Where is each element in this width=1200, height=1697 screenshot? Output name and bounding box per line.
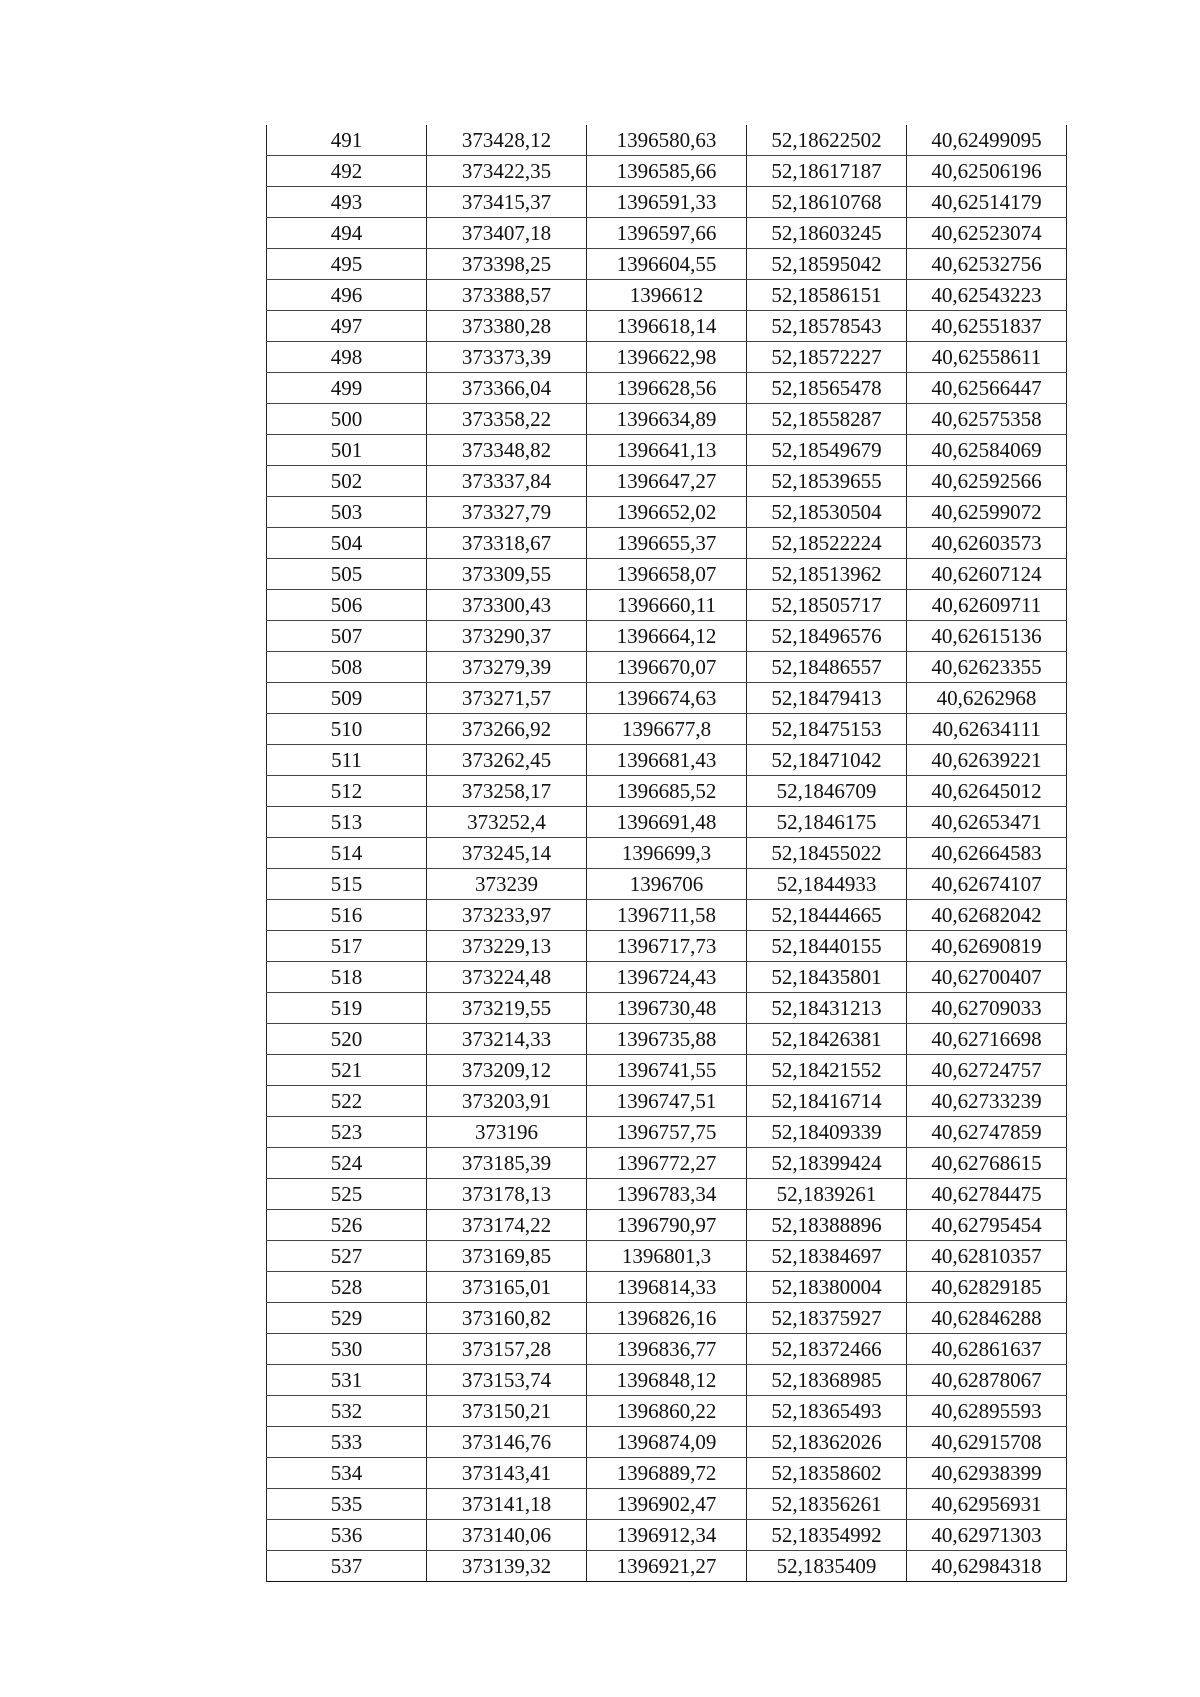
x-coordinate-cell: 373252,4	[427, 807, 587, 838]
point-number-cell: 522	[267, 1086, 427, 1117]
longitude-cell: 40,62523074	[907, 218, 1067, 249]
x-coordinate-cell: 373239	[427, 869, 587, 900]
latitude-cell: 52,1846709	[747, 776, 907, 807]
latitude-cell: 52,18416714	[747, 1086, 907, 1117]
x-coordinate-cell: 373233,97	[427, 900, 587, 931]
latitude-cell: 52,18380004	[747, 1272, 907, 1303]
point-number-cell: 501	[267, 435, 427, 466]
point-number-cell: 518	[267, 962, 427, 993]
point-number-cell: 535	[267, 1489, 427, 1520]
x-coordinate-cell: 373174,22	[427, 1210, 587, 1241]
latitude-cell: 52,18479413	[747, 683, 907, 714]
table-row	[267, 435, 1067, 466]
longitude-cell: 40,62724757	[907, 1055, 1067, 1086]
y-coordinate-cell: 1396921,27	[587, 1551, 747, 1582]
x-coordinate-cell: 373258,17	[427, 776, 587, 807]
table-row	[267, 1179, 1067, 1210]
x-coordinate-cell: 373309,55	[427, 559, 587, 590]
point-number-cell: 537	[267, 1551, 427, 1582]
table-row	[267, 559, 1067, 590]
y-coordinate-cell: 1396836,77	[587, 1334, 747, 1365]
table-row	[267, 1055, 1067, 1086]
y-coordinate-cell: 1396757,75	[587, 1117, 747, 1148]
latitude-cell: 52,18455022	[747, 838, 907, 869]
longitude-cell: 40,62558611	[907, 342, 1067, 373]
latitude-cell: 52,18444665	[747, 900, 907, 931]
y-coordinate-cell: 1396772,27	[587, 1148, 747, 1179]
x-coordinate-cell: 373196	[427, 1117, 587, 1148]
table-row	[267, 528, 1067, 559]
y-coordinate-cell: 1396860,22	[587, 1396, 747, 1427]
x-coordinate-cell: 373214,33	[427, 1024, 587, 1055]
y-coordinate-cell: 1396711,58	[587, 900, 747, 931]
y-coordinate-cell: 1396658,07	[587, 559, 747, 590]
point-number-cell: 512	[267, 776, 427, 807]
x-coordinate-cell: 373262,45	[427, 745, 587, 776]
point-number-cell: 496	[267, 280, 427, 311]
latitude-cell: 52,18384697	[747, 1241, 907, 1272]
y-coordinate-cell: 1396724,43	[587, 962, 747, 993]
y-coordinate-cell: 1396848,12	[587, 1365, 747, 1396]
x-coordinate-cell: 373415,37	[427, 187, 587, 218]
table-row	[267, 621, 1067, 652]
x-coordinate-cell: 373140,06	[427, 1520, 587, 1551]
y-coordinate-cell: 1396699,3	[587, 838, 747, 869]
x-coordinate-cell: 373271,57	[427, 683, 587, 714]
table-row	[267, 1272, 1067, 1303]
point-number-cell: 519	[267, 993, 427, 1024]
table-row	[267, 342, 1067, 373]
x-coordinate-cell: 373358,22	[427, 404, 587, 435]
latitude-cell: 52,18486557	[747, 652, 907, 683]
table-row	[267, 156, 1067, 187]
table-row	[267, 1303, 1067, 1334]
y-coordinate-cell: 1396681,43	[587, 745, 747, 776]
longitude-cell: 40,62690819	[907, 931, 1067, 962]
point-number-cell: 511	[267, 745, 427, 776]
point-number-cell: 509	[267, 683, 427, 714]
x-coordinate-cell: 373373,39	[427, 342, 587, 373]
x-coordinate-cell: 373146,76	[427, 1427, 587, 1458]
longitude-cell: 40,62584069	[907, 435, 1067, 466]
y-coordinate-cell: 1396604,55	[587, 249, 747, 280]
table-row	[267, 1520, 1067, 1551]
x-coordinate-cell: 373165,01	[427, 1272, 587, 1303]
y-coordinate-cell: 1396730,48	[587, 993, 747, 1024]
latitude-cell: 52,18365493	[747, 1396, 907, 1427]
latitude-cell: 52,18595042	[747, 249, 907, 280]
latitude-cell: 52,18362026	[747, 1427, 907, 1458]
latitude-cell: 52,18440155	[747, 931, 907, 962]
x-coordinate-cell: 373178,13	[427, 1179, 587, 1210]
point-number-cell: 526	[267, 1210, 427, 1241]
latitude-cell: 52,18399424	[747, 1148, 907, 1179]
point-number-cell: 507	[267, 621, 427, 652]
latitude-cell: 52,18496576	[747, 621, 907, 652]
table-row	[267, 590, 1067, 621]
point-number-cell: 506	[267, 590, 427, 621]
latitude-cell: 52,18368985	[747, 1365, 907, 1396]
latitude-cell: 52,18388896	[747, 1210, 907, 1241]
x-coordinate-cell: 373160,82	[427, 1303, 587, 1334]
x-coordinate-cell: 373150,21	[427, 1396, 587, 1427]
y-coordinate-cell: 1396685,52	[587, 776, 747, 807]
longitude-cell: 40,62603573	[907, 528, 1067, 559]
point-number-cell: 491	[267, 125, 427, 156]
x-coordinate-cell: 373203,91	[427, 1086, 587, 1117]
y-coordinate-cell: 1396580,63	[587, 125, 747, 156]
y-coordinate-cell: 1396591,33	[587, 187, 747, 218]
longitude-cell: 40,62878067	[907, 1365, 1067, 1396]
x-coordinate-cell: 373139,32	[427, 1551, 587, 1582]
point-number-cell: 517	[267, 931, 427, 962]
longitude-cell: 40,62566447	[907, 373, 1067, 404]
x-coordinate-cell: 373366,04	[427, 373, 587, 404]
point-number-cell: 536	[267, 1520, 427, 1551]
latitude-cell: 52,18356261	[747, 1489, 907, 1520]
point-number-cell: 534	[267, 1458, 427, 1489]
x-coordinate-cell: 373219,55	[427, 993, 587, 1024]
latitude-cell: 52,18513962	[747, 559, 907, 590]
longitude-cell: 40,62861637	[907, 1334, 1067, 1365]
latitude-cell: 52,18475153	[747, 714, 907, 745]
point-number-cell: 494	[267, 218, 427, 249]
table-row	[267, 218, 1067, 249]
point-number-cell: 510	[267, 714, 427, 745]
x-coordinate-cell: 373169,85	[427, 1241, 587, 1272]
longitude-cell: 40,6262968	[907, 683, 1067, 714]
longitude-cell: 40,62532756	[907, 249, 1067, 280]
table-row	[267, 497, 1067, 528]
x-coordinate-cell: 373153,74	[427, 1365, 587, 1396]
longitude-cell: 40,62599072	[907, 497, 1067, 528]
y-coordinate-cell: 1396735,88	[587, 1024, 747, 1055]
longitude-cell: 40,62634111	[907, 714, 1067, 745]
x-coordinate-cell: 373428,12	[427, 125, 587, 156]
longitude-cell: 40,62543223	[907, 280, 1067, 311]
longitude-cell: 40,62709033	[907, 993, 1067, 1024]
point-number-cell: 495	[267, 249, 427, 280]
latitude-cell: 52,1839261	[747, 1179, 907, 1210]
x-coordinate-cell: 373337,84	[427, 466, 587, 497]
table-row	[267, 1427, 1067, 1458]
y-coordinate-cell: 1396902,47	[587, 1489, 747, 1520]
x-coordinate-cell: 373185,39	[427, 1148, 587, 1179]
longitude-cell: 40,62895593	[907, 1396, 1067, 1427]
x-coordinate-cell: 373422,35	[427, 156, 587, 187]
point-number-cell: 503	[267, 497, 427, 528]
latitude-cell: 52,18558287	[747, 404, 907, 435]
x-coordinate-cell: 373388,57	[427, 280, 587, 311]
latitude-cell: 52,18622502	[747, 125, 907, 156]
longitude-cell: 40,62623355	[907, 652, 1067, 683]
longitude-cell: 40,62607124	[907, 559, 1067, 590]
latitude-cell: 52,18522224	[747, 528, 907, 559]
longitude-cell: 40,62829185	[907, 1272, 1067, 1303]
longitude-cell: 40,62639221	[907, 745, 1067, 776]
table-row	[267, 683, 1067, 714]
x-coordinate-cell: 373380,28	[427, 311, 587, 342]
table-row	[267, 311, 1067, 342]
x-coordinate-cell: 373279,39	[427, 652, 587, 683]
table-row	[267, 187, 1067, 218]
longitude-cell: 40,62810357	[907, 1241, 1067, 1272]
x-coordinate-cell: 373224,48	[427, 962, 587, 993]
table-row	[267, 1148, 1067, 1179]
point-number-cell: 520	[267, 1024, 427, 1055]
point-number-cell: 525	[267, 1179, 427, 1210]
latitude-cell: 52,18372466	[747, 1334, 907, 1365]
y-coordinate-cell: 1396652,02	[587, 497, 747, 528]
table-row	[267, 1458, 1067, 1489]
latitude-cell: 52,18435801	[747, 962, 907, 993]
y-coordinate-cell: 1396634,89	[587, 404, 747, 435]
y-coordinate-cell: 1396691,48	[587, 807, 747, 838]
longitude-cell: 40,62551837	[907, 311, 1067, 342]
y-coordinate-cell: 1396618,14	[587, 311, 747, 342]
point-number-cell: 523	[267, 1117, 427, 1148]
y-coordinate-cell: 1396741,55	[587, 1055, 747, 1086]
latitude-cell: 52,18603245	[747, 218, 907, 249]
latitude-cell: 52,18586151	[747, 280, 907, 311]
x-coordinate-cell: 373407,18	[427, 218, 587, 249]
point-number-cell: 500	[267, 404, 427, 435]
table-row	[267, 931, 1067, 962]
y-coordinate-cell: 1396674,63	[587, 683, 747, 714]
table-row	[267, 1086, 1067, 1117]
y-coordinate-cell: 1396790,97	[587, 1210, 747, 1241]
latitude-cell: 52,18409339	[747, 1117, 907, 1148]
longitude-cell: 40,62956931	[907, 1489, 1067, 1520]
longitude-cell: 40,62971303	[907, 1520, 1067, 1551]
coordinates-table-body	[267, 125, 1067, 1582]
longitude-cell: 40,62575358	[907, 404, 1067, 435]
longitude-cell: 40,62716698	[907, 1024, 1067, 1055]
longitude-cell: 40,62514179	[907, 187, 1067, 218]
y-coordinate-cell: 1396664,12	[587, 621, 747, 652]
y-coordinate-cell: 1396641,13	[587, 435, 747, 466]
longitude-cell: 40,62645012	[907, 776, 1067, 807]
y-coordinate-cell: 1396783,34	[587, 1179, 747, 1210]
latitude-cell: 52,18431213	[747, 993, 907, 1024]
table-row	[267, 745, 1067, 776]
y-coordinate-cell: 1396647,27	[587, 466, 747, 497]
latitude-cell: 52,18375927	[747, 1303, 907, 1334]
point-number-cell: 505	[267, 559, 427, 590]
y-coordinate-cell: 1396612	[587, 280, 747, 311]
latitude-cell: 52,18421552	[747, 1055, 907, 1086]
point-number-cell: 530	[267, 1334, 427, 1365]
table-row	[267, 807, 1067, 838]
latitude-cell: 52,18530504	[747, 497, 907, 528]
x-coordinate-cell: 373141,18	[427, 1489, 587, 1520]
point-number-cell: 524	[267, 1148, 427, 1179]
latitude-cell: 52,18572227	[747, 342, 907, 373]
latitude-cell: 52,1846175	[747, 807, 907, 838]
point-number-cell: 504	[267, 528, 427, 559]
latitude-cell: 52,1835409	[747, 1551, 907, 1582]
table-row	[267, 125, 1067, 156]
y-coordinate-cell: 1396874,09	[587, 1427, 747, 1458]
longitude-cell: 40,62733239	[907, 1086, 1067, 1117]
latitude-cell: 52,18471042	[747, 745, 907, 776]
point-number-cell: 508	[267, 652, 427, 683]
point-number-cell: 513	[267, 807, 427, 838]
point-number-cell: 529	[267, 1303, 427, 1334]
table-row	[267, 838, 1067, 869]
x-coordinate-cell: 373348,82	[427, 435, 587, 466]
longitude-cell: 40,62795454	[907, 1210, 1067, 1241]
point-number-cell: 515	[267, 869, 427, 900]
y-coordinate-cell: 1396801,3	[587, 1241, 747, 1272]
longitude-cell: 40,62700407	[907, 962, 1067, 993]
y-coordinate-cell: 1396655,37	[587, 528, 747, 559]
latitude-cell: 52,18426381	[747, 1024, 907, 1055]
table-row	[267, 776, 1067, 807]
point-number-cell: 497	[267, 311, 427, 342]
longitude-cell: 40,62938399	[907, 1458, 1067, 1489]
table-row	[267, 280, 1067, 311]
point-number-cell: 527	[267, 1241, 427, 1272]
longitude-cell: 40,62609711	[907, 590, 1067, 621]
y-coordinate-cell: 1396585,66	[587, 156, 747, 187]
table-row	[267, 993, 1067, 1024]
table-row	[267, 1365, 1067, 1396]
longitude-cell: 40,62846288	[907, 1303, 1067, 1334]
y-coordinate-cell: 1396628,56	[587, 373, 747, 404]
y-coordinate-cell: 1396717,73	[587, 931, 747, 962]
longitude-cell: 40,62653471	[907, 807, 1067, 838]
table-row	[267, 373, 1067, 404]
longitude-cell: 40,62674107	[907, 869, 1067, 900]
latitude-cell: 52,18358602	[747, 1458, 907, 1489]
point-number-cell: 521	[267, 1055, 427, 1086]
x-coordinate-cell: 373229,13	[427, 931, 587, 962]
x-coordinate-cell: 373143,41	[427, 1458, 587, 1489]
latitude-cell: 52,18549679	[747, 435, 907, 466]
table-row	[267, 869, 1067, 900]
longitude-cell: 40,62499095	[907, 125, 1067, 156]
table-row	[267, 1210, 1067, 1241]
x-coordinate-cell: 373209,12	[427, 1055, 587, 1086]
y-coordinate-cell: 1396889,72	[587, 1458, 747, 1489]
x-coordinate-cell: 373318,67	[427, 528, 587, 559]
point-number-cell: 492	[267, 156, 427, 187]
coordinates-table	[266, 125, 1067, 1582]
latitude-cell: 52,18354992	[747, 1520, 907, 1551]
point-number-cell: 528	[267, 1272, 427, 1303]
x-coordinate-cell: 373327,79	[427, 497, 587, 528]
y-coordinate-cell: 1396670,07	[587, 652, 747, 683]
table-row	[267, 962, 1067, 993]
point-number-cell: 532	[267, 1396, 427, 1427]
y-coordinate-cell: 1396622,98	[587, 342, 747, 373]
point-number-cell: 533	[267, 1427, 427, 1458]
point-number-cell: 516	[267, 900, 427, 931]
y-coordinate-cell: 1396814,33	[587, 1272, 747, 1303]
y-coordinate-cell: 1396706	[587, 869, 747, 900]
latitude-cell: 52,18578543	[747, 311, 907, 342]
table-row	[267, 900, 1067, 931]
point-number-cell: 498	[267, 342, 427, 373]
table-row	[267, 1396, 1067, 1427]
longitude-cell: 40,62768615	[907, 1148, 1067, 1179]
y-coordinate-cell: 1396597,66	[587, 218, 747, 249]
x-coordinate-cell: 373300,43	[427, 590, 587, 621]
table-row	[267, 249, 1067, 280]
y-coordinate-cell: 1396677,8	[587, 714, 747, 745]
latitude-cell: 52,1844933	[747, 869, 907, 900]
x-coordinate-cell: 373266,92	[427, 714, 587, 745]
longitude-cell: 40,62592566	[907, 466, 1067, 497]
table-row	[267, 1489, 1067, 1520]
latitude-cell: 52,18539655	[747, 466, 907, 497]
point-number-cell: 502	[267, 466, 427, 497]
longitude-cell: 40,62984318	[907, 1551, 1067, 1582]
latitude-cell: 52,18610768	[747, 187, 907, 218]
point-number-cell: 499	[267, 373, 427, 404]
point-number-cell: 493	[267, 187, 427, 218]
y-coordinate-cell: 1396660,11	[587, 590, 747, 621]
longitude-cell: 40,62915708	[907, 1427, 1067, 1458]
point-number-cell: 514	[267, 838, 427, 869]
table-row	[267, 1241, 1067, 1272]
latitude-cell: 52,18565478	[747, 373, 907, 404]
x-coordinate-cell: 373157,28	[427, 1334, 587, 1365]
table-row	[267, 1117, 1067, 1148]
longitude-cell: 40,62664583	[907, 838, 1067, 869]
longitude-cell: 40,62506196	[907, 156, 1067, 187]
y-coordinate-cell: 1396747,51	[587, 1086, 747, 1117]
longitude-cell: 40,62615136	[907, 621, 1067, 652]
table-row	[267, 404, 1067, 435]
longitude-cell: 40,62682042	[907, 900, 1067, 931]
x-coordinate-cell: 373398,25	[427, 249, 587, 280]
y-coordinate-cell: 1396826,16	[587, 1303, 747, 1334]
latitude-cell: 52,18617187	[747, 156, 907, 187]
longitude-cell: 40,62747859	[907, 1117, 1067, 1148]
point-number-cell: 531	[267, 1365, 427, 1396]
table-row	[267, 1551, 1067, 1582]
x-coordinate-cell: 373290,37	[427, 621, 587, 652]
latitude-cell: 52,18505717	[747, 590, 907, 621]
table-row	[267, 466, 1067, 497]
table-row	[267, 1334, 1067, 1365]
table-row	[267, 652, 1067, 683]
table-row	[267, 714, 1067, 745]
table-row	[267, 1024, 1067, 1055]
x-coordinate-cell: 373245,14	[427, 838, 587, 869]
y-coordinate-cell: 1396912,34	[587, 1520, 747, 1551]
longitude-cell: 40,62784475	[907, 1179, 1067, 1210]
